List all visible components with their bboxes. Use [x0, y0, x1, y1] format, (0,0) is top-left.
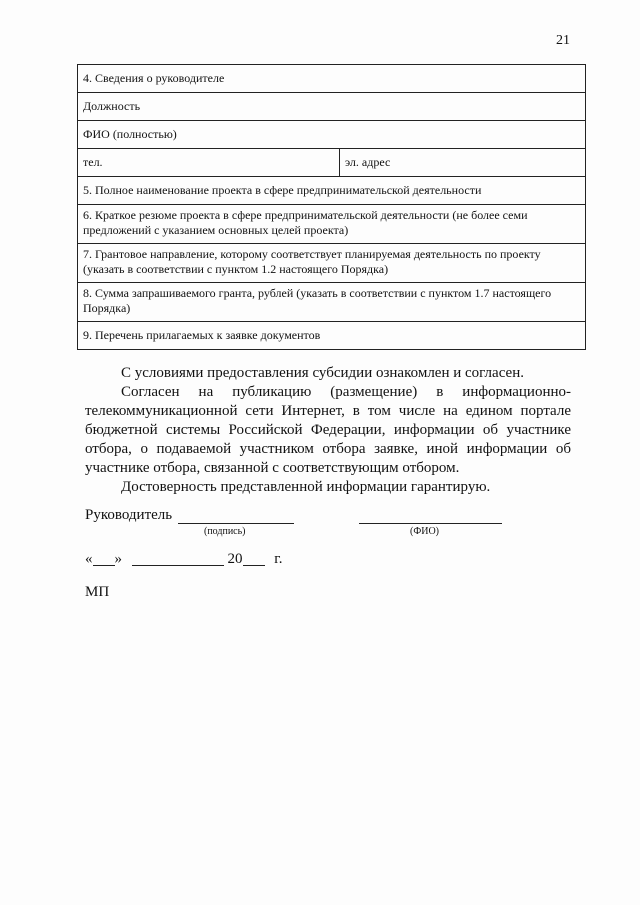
form-row-documents-list — [78, 322, 586, 350]
form-cell-grant-amount: 8. Сумма запрашиваемого гранта, рублей (указать в соответствии с пунктом 1.7 настоящего Порядка) — [78, 283, 586, 322]
name-line — [359, 523, 502, 524]
form-cell-documents-list: 9. Перечень прилагаемых к заявке документов — [78, 322, 586, 350]
form-row-full-name — [78, 121, 586, 149]
form-cell-phone: тел. — [78, 149, 340, 177]
form-cell-position: Должность — [78, 93, 586, 121]
date-line — [85, 549, 282, 566]
form-cell-email: эл. адрес — [340, 149, 586, 177]
date-close-quote: » — [114, 551, 122, 567]
application-form-table — [77, 64, 586, 350]
year-prefix: 20 — [227, 551, 243, 567]
stamp-placeholder: МП — [85, 584, 110, 600]
statements-block — [85, 364, 571, 497]
signature-label: Руководитель — [85, 507, 173, 523]
month-blank — [132, 550, 224, 566]
form-row-contacts — [78, 149, 586, 177]
form-row-grant-direction — [78, 244, 586, 283]
form-cell-manager-info: 4. Сведения о руководителе — [78, 65, 586, 93]
form-row-project-name — [78, 177, 586, 205]
date-open-quote: « — [85, 551, 93, 567]
signature-line — [178, 523, 294, 524]
page-number: 21 — [556, 33, 570, 48]
year-suffix: г. — [274, 551, 283, 567]
signature-caption: (подпись) — [204, 526, 246, 537]
form-cell-full-name: ФИО (полностью) — [78, 121, 586, 149]
statement-conditions: С условиями предоставления субсидии ознакомлен и согласен. — [121, 365, 524, 381]
statement-publication-consent: Согласен на публикацию (размещение) в информационно-телекоммуникационной сети Интернет, в том числе на едином портале бюджетной системы Российской Федерации, информации об участнике отбора, о подаваемой участником отбора заявке, иной информации об участнике отбора, связанной с соответствующим отбором. — [85, 384, 571, 476]
form-row-project-summary — [78, 205, 586, 244]
name-caption: (ФИО) — [410, 526, 440, 537]
form-row-position — [78, 93, 586, 121]
form-cell-grant-direction: 7. Грантовое направление, которому соответствует планируемая деятельность по проекту (указать в соответствии с пунктом 1.2 настоящего Порядка) — [78, 244, 586, 283]
form-cell-project-name: 5. Полное наименование проекта в сфере предпринимательской деятельности — [78, 177, 586, 205]
form-row-manager-info — [78, 65, 586, 93]
form-row-grant-amount — [78, 283, 586, 322]
year-blank — [243, 550, 265, 566]
form-cell-project-summary: 6. Краткое резюме проекта в сфере предпринимательской деятельности (не более семи предложений с указанием основных целей проекта) — [78, 205, 586, 244]
statement-accuracy: Достоверность представленной информации гарантирую. — [121, 479, 491, 495]
day-blank — [93, 550, 115, 566]
